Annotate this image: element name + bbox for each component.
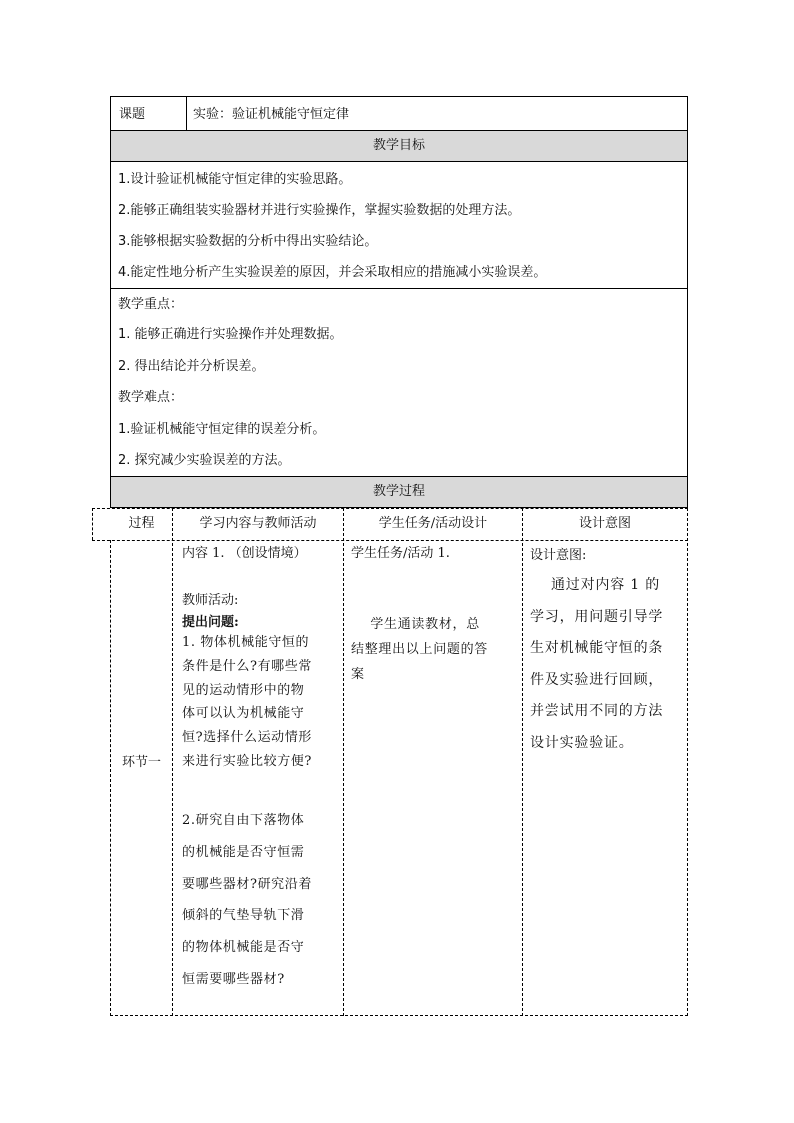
intent-line: 设计实验验证。 [530, 734, 634, 751]
column-header-top-dashed [92, 508, 688, 509]
question-1-line: 体可以认为机械能守 [182, 706, 305, 722]
intent-line: 件及实验进行回顾， [530, 671, 664, 688]
difficulties-heading: 教学难点： [118, 390, 184, 405]
process-bottom-border [110, 1015, 688, 1016]
key-point-item: 1. 能够正确进行实验操作并处理数据。 [118, 327, 343, 342]
question-2-line: 的物体机械能是否守 [182, 940, 305, 956]
column-header-left-dashed [92, 508, 93, 540]
objective-item: 2.能够正确组装实验器材并进行实验操作，掌握实验数据的处理方法。 [118, 203, 521, 218]
question-2-line: 2.研究自由下落物体 [182, 813, 305, 828]
question-label: 提出问题: [182, 615, 239, 630]
question-1 [182, 631, 312, 774]
question-2 [182, 805, 312, 996]
intent-line: 学习，用问题引导学 [530, 608, 664, 625]
objective-item: 1.设计验证机械能守恒定律的实验思路。 [118, 172, 352, 187]
task-line: 案 [351, 667, 365, 682]
column-header-task: 学生任务/活动设计 [378, 516, 488, 531]
intent-line: 通过对内容 1 的 [530, 577, 661, 593]
intent-line: 生对机械能守恒的条 [530, 640, 664, 656]
process-left-border [110, 540, 111, 1016]
column-header-process: 过程 [128, 516, 155, 531]
column-divider [522, 508, 523, 1016]
task-description [351, 612, 488, 687]
key-point-item: 2. 得出结论并分析误差。 [118, 359, 265, 374]
objectives-heading [111, 131, 687, 161]
objective-item: 4.能定性地分析产生实验误差的原因，并会采取相应的措施减小实验误差。 [118, 265, 547, 280]
difficulty-item: 1.验证机械能守恒定律的误差分析。 [118, 422, 326, 437]
row-divider [110, 288, 688, 289]
question-2-line: 要哪些器材?研究沿着 [182, 876, 312, 892]
topic-divider [186, 96, 187, 130]
row-divider [110, 161, 688, 162]
content-title: 内容 1. （创设情境） [182, 546, 307, 561]
column-divider [172, 508, 173, 1016]
intent-description [530, 570, 663, 759]
question-1-line: 恒?选择什么运动情形 [182, 730, 312, 746]
table-top-border [110, 96, 688, 97]
question-1-line: 来进行实验比较方便? [182, 753, 312, 769]
table-right-border [687, 96, 688, 508]
column-divider [343, 508, 344, 1016]
process-heading [111, 477, 687, 507]
intent-line: 并尝试用不同的方法 [530, 703, 664, 719]
objectives-heading-text: 教学目标 [372, 138, 425, 153]
stage-label: 环节一 [121, 755, 161, 770]
question-1-line: 1. 物体机械能守恒的 [182, 635, 310, 650]
topic-title: 实验：验证机械能守恒定律 [193, 107, 350, 122]
topic-label: 课题 [119, 107, 146, 122]
process-right-border [687, 508, 688, 1016]
key-points-heading: 教学重点： [118, 297, 184, 312]
task-line: 结整理出以上问题的答 [351, 642, 489, 657]
process-heading-text: 教学过程 [372, 484, 425, 499]
question-2-line: 恒需要哪些器材? [182, 971, 285, 987]
question-1-line: 见的运动情形中的物 [182, 682, 305, 698]
task-title: 学生任务/活动 1. [351, 546, 450, 561]
question-2-line: 倾斜的气垫导轨下滑 [182, 908, 305, 924]
teacher-activity-label: 教师活动: [182, 593, 239, 608]
difficulty-item: 2. 探究减少实验误差的方法。 [118, 453, 291, 468]
column-header-intent: 设计意图 [578, 516, 631, 531]
objective-item: 3.能够根据实验数据的分析中得出实验结论。 [118, 234, 378, 249]
column-header-content: 学习内容与教师活动 [199, 516, 317, 531]
question-1-line: 条件是什么?有哪些常 [182, 658, 312, 674]
question-2-line: 的机械能是否守恒需 [182, 844, 305, 860]
column-header-bottom-dashed [92, 540, 688, 541]
task-line: 学生通读教材，总 [351, 617, 480, 632]
intent-title: 设计意图: [530, 548, 587, 563]
